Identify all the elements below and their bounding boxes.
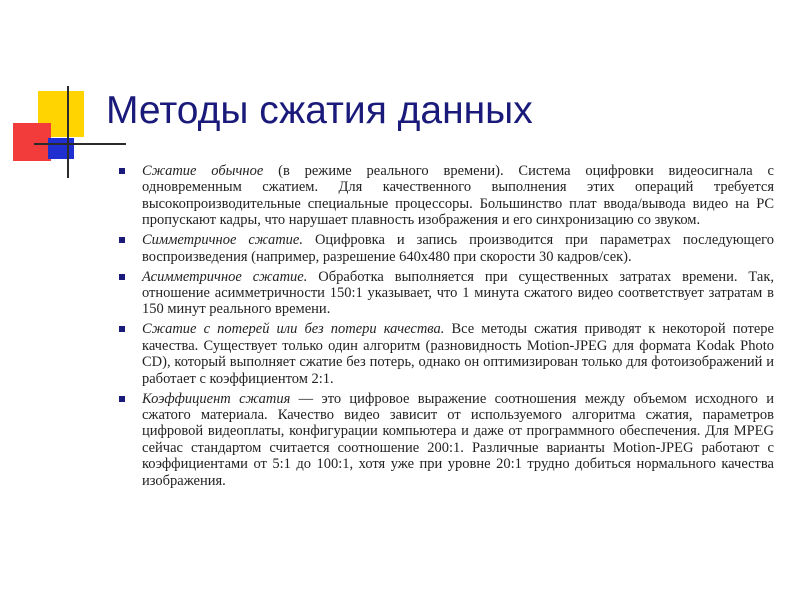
bullet-item-asymmetric-compression bbox=[118, 269, 774, 318]
bullet-term: Симметричное сжатие. bbox=[142, 232, 303, 249]
slide-title: Методы сжатия данных bbox=[106, 89, 533, 132]
bullet-item-compression-ratio bbox=[118, 391, 774, 489]
bullet-term: Коэффициент сжатия bbox=[142, 390, 291, 407]
bullet-term: Асимметричное сжатие. bbox=[142, 268, 308, 285]
bullet-marker-icon bbox=[119, 168, 125, 174]
bullet-item-lossy-lossless-compression bbox=[118, 321, 774, 387]
bullet-item-symmetric-compression bbox=[118, 232, 774, 265]
bullet-marker-icon bbox=[119, 396, 125, 402]
decorative-horizontal-line bbox=[34, 143, 126, 145]
bullet-term: Сжатие обычное bbox=[142, 163, 264, 179]
decorative-vertical-line bbox=[67, 86, 69, 178]
bullet-text: — это цифровое выражение соотношения между объемом исходного и сжатого материала. Качество видео зависит от используемого алгоритма сжатия, параметров цифровой видеоплаты, конфигурации компьютера и даже от программного обеспечения. Для MPEG сейчас стандартом считается соотношение 200:1. Различные варианты Motion-JPEG работают с коэффициентами от 5:1 до 100:1, хотя уже при уровне 20:1 трудно добиться нормального качества изображения. bbox=[142, 390, 775, 489]
bullet-text: Оцифровка и запись производится при параметрах последующего воспроизведения (например, разрешение 640х480 при скорости 30 кадров/сек). bbox=[142, 232, 774, 265]
bullet-list bbox=[118, 163, 774, 493]
bullet-marker-icon bbox=[119, 237, 125, 243]
bullet-term: Сжатие с потерей или без потери качества. bbox=[142, 321, 445, 338]
bullet-text: (в режиме реального времени). Система оцифровки видеосигнала с одновременным сжатием. Для качественного выполнения этих операций требуется высокопроизводительные специальные процессоры. Большинство плат ввода/вывода видео на PC пропускают кадры, что нарушает плавность изображения и его синхронизацию со звуком. bbox=[142, 163, 774, 229]
bullet-item-normal-compression bbox=[118, 163, 774, 229]
bullet-text: Все методы сжатия приводят к некоторой потере качества. Существует только один алгоритм (разновидность Motion-JPEG для формата Kodak Photo CD), который выполняет сжатие без потерь, однако он оптимизирован только для фотоизображений и работает с коэффициентом 2:1. bbox=[142, 321, 774, 387]
decorative-red-square bbox=[13, 123, 51, 161]
bullet-marker-icon bbox=[119, 274, 125, 280]
decorative-blue-square bbox=[48, 138, 74, 159]
bullet-text: Обработка выполняется при существенных затратах времени. Так, отношение асимметричности 150:1 указывает, что 1 минута сжатого видео соответствует затратам в 150 минут реального времени. bbox=[142, 268, 774, 318]
bullet-marker-icon bbox=[119, 326, 125, 332]
